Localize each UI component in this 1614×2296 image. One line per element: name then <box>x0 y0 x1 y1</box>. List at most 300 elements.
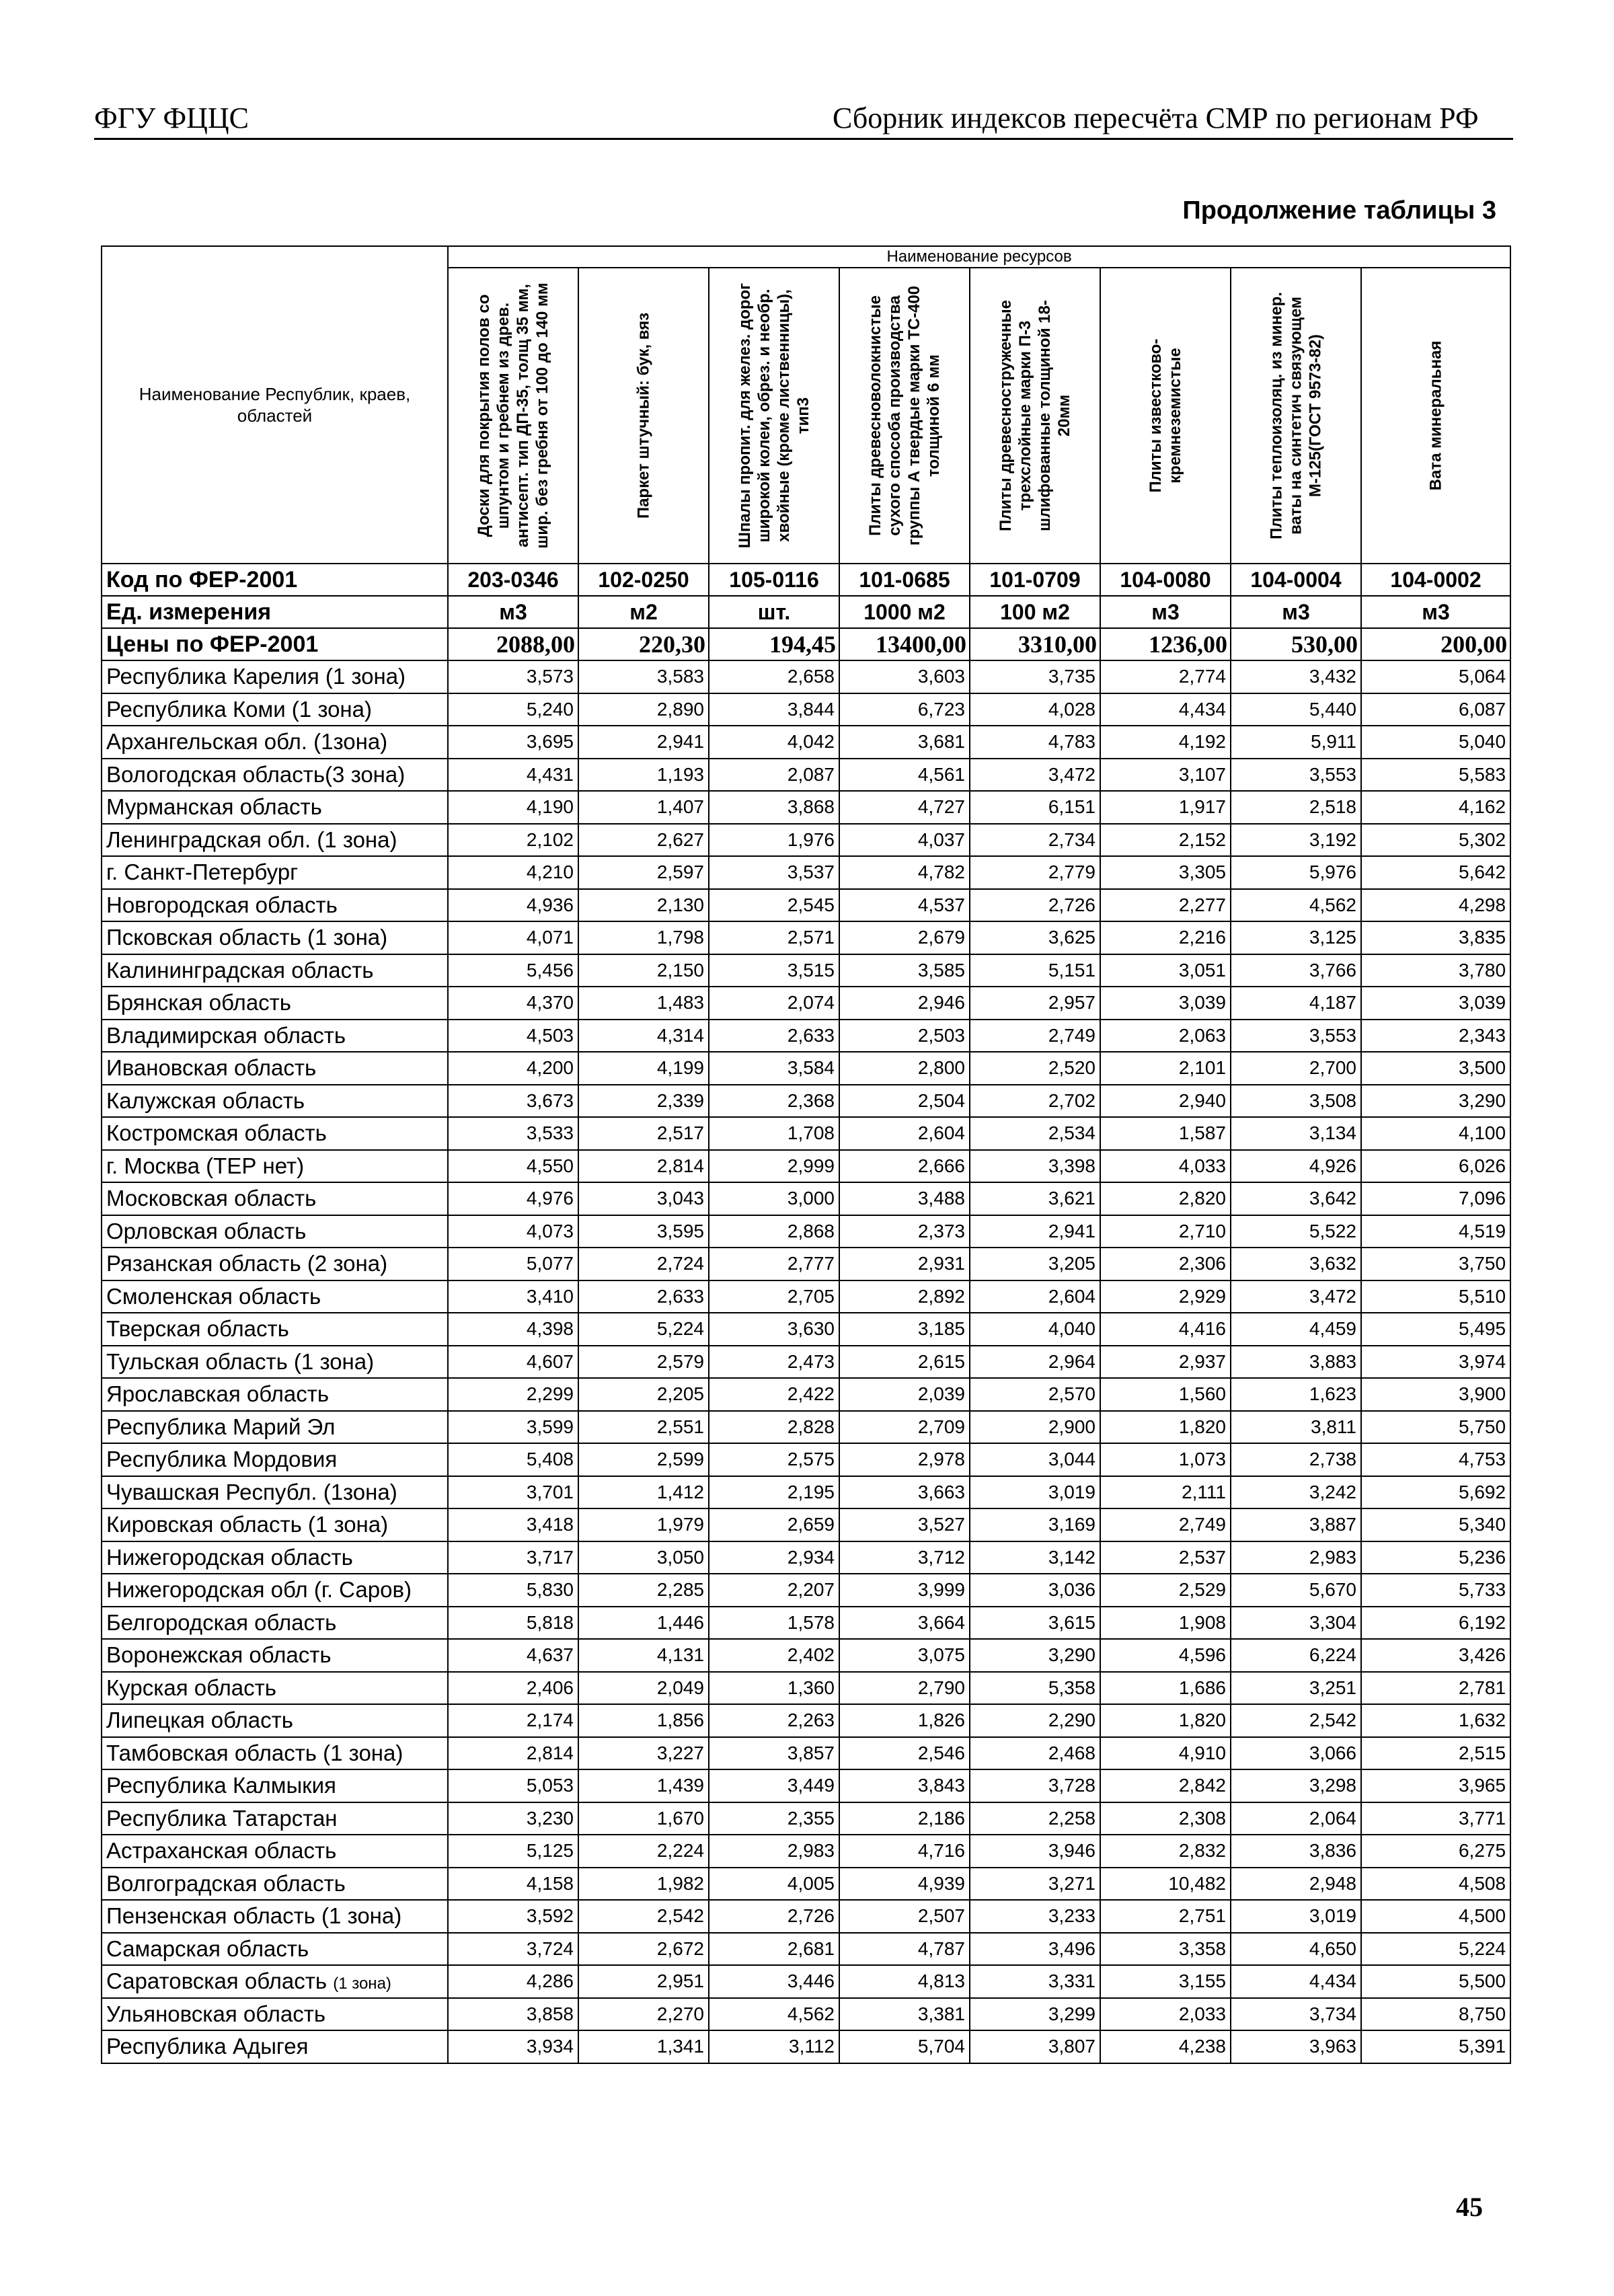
index-value: 2,672 <box>578 1933 709 1966</box>
price-value: 530,00 <box>1231 628 1361 660</box>
index-value: 3,735 <box>970 660 1100 693</box>
index-value: 3,112 <box>709 2030 839 2063</box>
table-row <box>102 1639 1510 1672</box>
index-value: 4,431 <box>448 759 578 792</box>
index-value: 4,926 <box>1231 1150 1361 1183</box>
index-value: 1,820 <box>1100 1704 1231 1737</box>
index-value: 2,627 <box>578 824 709 857</box>
index-value: 5,456 <box>448 954 578 987</box>
region-name-text: Калининградская область <box>106 957 374 983</box>
index-value: 3,965 <box>1361 1769 1510 1802</box>
index-value: 2,195 <box>709 1476 839 1509</box>
index-value: 3,155 <box>1100 1965 1231 1998</box>
index-value: 4,503 <box>448 1020 578 1053</box>
unit-label: Ед. измерения <box>102 596 448 628</box>
index-value: 3,472 <box>1231 1280 1361 1313</box>
region-name-text: Республика Мордовия <box>106 1447 338 1472</box>
region-name-text: Тверская область <box>106 1316 289 1342</box>
index-value: 2,983 <box>709 1835 839 1868</box>
region-name-text: г. Санкт-Петербург <box>106 859 299 885</box>
region-name-text: Псковская область (1 зона) <box>106 925 388 950</box>
index-value: 5,495 <box>1361 1313 1510 1346</box>
index-value: 4,434 <box>1100 693 1231 726</box>
region-name-text: Республика Коми (1 зона) <box>106 696 373 722</box>
unit-value: м3 <box>448 596 578 628</box>
index-value: 1,917 <box>1100 791 1231 824</box>
index-value: 5,077 <box>448 1248 578 1280</box>
region-name-text: Владимирская область <box>106 1022 346 1048</box>
index-value: 2,049 <box>578 1672 709 1705</box>
index-value: 1,483 <box>578 987 709 1020</box>
region-name-suffix: (1 зона) <box>333 1975 391 1993</box>
table-row <box>102 824 1510 857</box>
region-name <box>102 1378 448 1411</box>
index-value: 2,258 <box>970 1802 1100 1835</box>
unit-value: м3 <box>1361 596 1510 628</box>
index-value: 4,416 <box>1100 1313 1231 1346</box>
code-value: 102-0250 <box>578 564 709 596</box>
column-title: Плиты древесностружечные трехслойные марки П-3 шлифованные толщиной 18-20мм <box>997 300 1073 531</box>
index-value: 2,890 <box>578 693 709 726</box>
unit-row <box>102 596 1510 628</box>
index-value: 3,664 <box>839 1607 970 1640</box>
index-value: 2,205 <box>578 1378 709 1411</box>
index-value: 4,131 <box>578 1639 709 1672</box>
index-value: 3,934 <box>448 2030 578 2063</box>
index-value: 5,440 <box>1231 693 1361 726</box>
index-value: 3,592 <box>448 1900 578 1933</box>
index-value: 5,408 <box>448 1443 578 1476</box>
table-row <box>102 1215 1510 1248</box>
region-name-text: Астраханская область <box>106 1838 337 1864</box>
index-value: 4,637 <box>448 1639 578 1672</box>
index-value: 3,227 <box>578 1737 709 1770</box>
index-value: 3,527 <box>839 1508 970 1541</box>
column-title: Шпалы пропит. для желез. дорог широкой колеи, обрез. и необр. хвойные (кроме лиственницы), тип3 <box>736 282 812 549</box>
index-value: 5,358 <box>970 1672 1100 1705</box>
index-value: 2,738 <box>1231 1443 1361 1476</box>
index-value: 2,940 <box>1100 1085 1231 1118</box>
region-name <box>102 1215 448 1248</box>
table-row <box>102 1020 1510 1053</box>
index-value: 3,811 <box>1231 1411 1361 1444</box>
index-value: 3,844 <box>709 693 839 726</box>
table-row <box>102 1346 1510 1379</box>
index-value: 4,939 <box>839 1868 970 1901</box>
index-value: 3,019 <box>1231 1900 1361 1933</box>
index-value: 5,240 <box>448 693 578 726</box>
index-value: 3,642 <box>1231 1182 1361 1215</box>
region-name-text: Ульяновская область <box>106 2001 326 2026</box>
table-row <box>102 1998 1510 2031</box>
index-value: 2,779 <box>970 856 1100 889</box>
header-rule <box>94 138 1513 140</box>
region-name <box>102 1052 448 1085</box>
index-value: 5,692 <box>1361 1476 1510 1509</box>
index-value: 2,111 <box>1100 1476 1231 1509</box>
index-value: 2,308 <box>1100 1802 1231 1835</box>
index-value: 2,207 <box>709 1574 839 1607</box>
table-row <box>102 791 1510 824</box>
index-value: 2,422 <box>709 1378 839 1411</box>
index-value: 3,835 <box>1361 921 1510 954</box>
index-value: 3,192 <box>1231 824 1361 857</box>
index-value: 4,910 <box>1100 1737 1231 1770</box>
index-value: 2,406 <box>448 1672 578 1705</box>
region-name-text: Архангельская обл. (1зона) <box>106 729 388 755</box>
index-value: 3,734 <box>1231 1998 1361 2031</box>
table-body <box>102 564 1510 2063</box>
unit-value: 100 м2 <box>970 596 1100 628</box>
table-row <box>102 1868 1510 1901</box>
table-row <box>102 1150 1510 1183</box>
index-value: 4,005 <box>709 1868 839 1901</box>
index-value: 2,941 <box>578 726 709 759</box>
index-value: 1,908 <box>1100 1607 1231 1640</box>
index-value: 2,604 <box>970 1280 1100 1313</box>
region-name <box>102 1346 448 1379</box>
region-name <box>102 1835 448 1868</box>
index-value: 4,434 <box>1231 1965 1361 1998</box>
index-value: 5,500 <box>1361 1965 1510 1998</box>
region-name-text: Чувашская Республ. (1зона) <box>106 1479 397 1504</box>
index-value: 4,562 <box>709 1998 839 2031</box>
table-continuation-title: Продолжение таблицы 3 <box>1182 196 1496 225</box>
index-value: 3,843 <box>839 1769 970 1802</box>
index-value: 4,298 <box>1361 889 1510 922</box>
index-value: 5,040 <box>1361 726 1510 759</box>
index-value: 3,599 <box>448 1411 578 1444</box>
index-value: 2,033 <box>1100 1998 1231 2031</box>
index-value: 3,426 <box>1361 1639 1510 1672</box>
region-name-text: Республика Марий Эл <box>106 1414 336 1439</box>
index-value: 3,900 <box>1361 1378 1510 1411</box>
index-value: 2,781 <box>1361 1672 1510 1705</box>
index-value: 3,883 <box>1231 1346 1361 1379</box>
region-name <box>102 1280 448 1313</box>
index-value: 2,570 <box>970 1378 1100 1411</box>
index-value: 2,551 <box>578 1411 709 1444</box>
index-value: 5,830 <box>448 1574 578 1607</box>
index-value: 2,150 <box>578 954 709 987</box>
index-value: 4,314 <box>578 1020 709 1053</box>
column-title: Плиты известково-кремнеземистые <box>1147 338 1184 493</box>
index-value: 3,701 <box>448 1476 578 1509</box>
index-value: 4,187 <box>1231 987 1361 1020</box>
region-name <box>102 1868 448 1901</box>
code-value: 101-0685 <box>839 564 970 596</box>
region-name-text: г. Москва (ТЕР нет) <box>106 1153 305 1178</box>
index-value: 1,193 <box>578 759 709 792</box>
index-value: 4,073 <box>448 1215 578 1248</box>
index-value: 3,553 <box>1231 759 1361 792</box>
index-value: 3,418 <box>448 1508 578 1541</box>
region-name-text: Ивановская область <box>106 1055 317 1081</box>
price-value: 13400,00 <box>839 628 970 660</box>
index-value: 4,562 <box>1231 889 1361 922</box>
table-row <box>102 759 1510 792</box>
index-value: 3,750 <box>1361 1248 1510 1280</box>
index-value: 2,832 <box>1100 1835 1231 1868</box>
column-header-1 <box>448 268 578 564</box>
index-value: 4,787 <box>839 1933 970 1966</box>
index-value: 3,728 <box>970 1769 1100 1802</box>
index-value: 1,587 <box>1100 1117 1231 1150</box>
index-value: 2,263 <box>709 1704 839 1737</box>
index-value: 2,681 <box>709 1933 839 1966</box>
column-header-2 <box>578 268 709 564</box>
index-value: 3,515 <box>709 954 839 987</box>
index-value: 4,716 <box>839 1835 970 1868</box>
region-name <box>102 1607 448 1640</box>
region-name <box>102 921 448 954</box>
index-value: 2,948 <box>1231 1868 1361 1901</box>
table-row <box>102 921 1510 954</box>
index-value: 4,286 <box>448 1965 578 1998</box>
region-name-text: Мурманская область <box>106 794 322 820</box>
region-name-text: Республика Калмыкия <box>106 1773 336 1798</box>
index-value: 2,343 <box>1361 1020 1510 1053</box>
index-value: 2,929 <box>1100 1280 1231 1313</box>
index-value: 3,488 <box>839 1182 970 1215</box>
region-name <box>102 1085 448 1118</box>
index-value: 3,205 <box>970 1248 1100 1280</box>
index-value: 3,695 <box>448 726 578 759</box>
table-row <box>102 1052 1510 1085</box>
index-value: 2,734 <box>970 824 1100 857</box>
index-value: 5,510 <box>1361 1280 1510 1313</box>
region-name-text: Костромская область <box>106 1120 327 1146</box>
index-value: 5,224 <box>1361 1933 1510 1966</box>
table-row <box>102 1835 1510 1868</box>
region-name <box>102 824 448 857</box>
index-value: 3,573 <box>448 660 578 693</box>
region-name <box>102 987 448 1020</box>
index-value: 4,037 <box>839 824 970 857</box>
region-name <box>102 1900 448 1933</box>
index-value: 2,633 <box>578 1280 709 1313</box>
index-value: 2,892 <box>839 1280 970 1313</box>
index-value: 3,858 <box>448 1998 578 2031</box>
index-value: 7,096 <box>1361 1182 1510 1215</box>
index-value: 3,974 <box>1361 1346 1510 1379</box>
table-row <box>102 987 1510 1020</box>
region-name-text: Нижегородская обл (г. Саров) <box>106 1577 412 1603</box>
index-value: 5,583 <box>1361 759 1510 792</box>
index-value: 4,100 <box>1361 1117 1510 1150</box>
index-value: 1,439 <box>578 1769 709 1802</box>
index-value: 5,704 <box>839 2030 970 2063</box>
index-value: 2,518 <box>1231 791 1361 824</box>
index-value: 4,199 <box>578 1052 709 1085</box>
index-value: 2,063 <box>1100 1020 1231 1053</box>
table-row <box>102 1248 1510 1280</box>
region-name <box>102 2030 448 2063</box>
region-name <box>102 1672 448 1705</box>
index-value: 4,650 <box>1231 1933 1361 1966</box>
index-value: 3,583 <box>578 660 709 693</box>
index-value: 2,978 <box>839 1443 970 1476</box>
index-value: 2,299 <box>448 1378 578 1411</box>
index-value: 1,446 <box>578 1607 709 1640</box>
index-value: 4,459 <box>1231 1313 1361 1346</box>
region-name <box>102 759 448 792</box>
index-value: 3,271 <box>970 1868 1100 1901</box>
index-value: 2,373 <box>839 1215 970 1248</box>
index-value: 2,468 <box>970 1737 1100 1770</box>
index-value: 5,733 <box>1361 1574 1510 1607</box>
region-name-text: Республика Карелия (1 зона) <box>106 664 406 689</box>
index-value: 2,277 <box>1100 889 1231 922</box>
region-name-text: Ленинградская обл. (1 зона) <box>106 827 397 852</box>
column-header-7 <box>1231 268 1361 564</box>
index-value: 2,339 <box>578 1085 709 1118</box>
region-name <box>102 1248 448 1280</box>
region-name-text: Волгоградская область <box>106 1870 346 1896</box>
index-value: 4,190 <box>448 791 578 824</box>
index-value: 5,911 <box>1231 726 1361 759</box>
index-value: 3,724 <box>448 1933 578 1966</box>
region-name <box>102 1541 448 1574</box>
region-name-text: Калужская область <box>106 1087 305 1113</box>
index-value: 3,673 <box>448 1085 578 1118</box>
index-value: 3,230 <box>448 1802 578 1835</box>
index-value: 3,398 <box>970 1150 1100 1183</box>
index-value: 2,777 <box>709 1248 839 1280</box>
index-value: 2,633 <box>709 1020 839 1053</box>
index-value: 3,019 <box>970 1476 1100 1509</box>
region-name-text: Кировская область (1 зона) <box>106 1512 389 1537</box>
index-value: 3,771 <box>1361 1802 1510 1835</box>
index-value: 3,632 <box>1231 1248 1361 1280</box>
column-header-3 <box>709 268 839 564</box>
index-value: 3,298 <box>1231 1769 1361 1802</box>
index-value: 3,999 <box>839 1574 970 1607</box>
index-value: 3,603 <box>839 660 970 693</box>
index-value: 2,064 <box>1231 1802 1361 1835</box>
index-value: 4,033 <box>1100 1150 1231 1183</box>
code-row <box>102 564 1510 596</box>
table-row <box>102 1607 1510 1640</box>
index-value: 4,500 <box>1361 1900 1510 1933</box>
index-value: 3,584 <box>709 1052 839 1085</box>
index-value: 3,766 <box>1231 954 1361 987</box>
index-value: 2,751 <box>1100 1900 1231 1933</box>
region-name <box>102 1313 448 1346</box>
index-value: 1,073 <box>1100 1443 1231 1476</box>
table-row <box>102 856 1510 889</box>
index-value: 4,042 <box>709 726 839 759</box>
index-value: 5,670 <box>1231 1574 1361 1607</box>
region-name <box>102 1704 448 1737</box>
unit-value: м2 <box>578 596 709 628</box>
region-name-text: Саратовская область <box>106 1968 328 1994</box>
index-value: 5,224 <box>578 1313 709 1346</box>
index-value: 4,936 <box>448 889 578 922</box>
index-value: 2,957 <box>970 987 1100 1020</box>
code-value: 104-0004 <box>1231 564 1361 596</box>
index-value: 2,705 <box>709 1280 839 1313</box>
index-value: 3,050 <box>578 1541 709 1574</box>
index-value: 2,679 <box>839 921 970 954</box>
index-value: 3,304 <box>1231 1607 1361 1640</box>
table-row <box>102 1443 1510 1476</box>
region-name <box>102 1802 448 1835</box>
index-value: 2,545 <box>709 889 839 922</box>
region-name <box>102 954 448 987</box>
region-name-text: Смоленская область <box>106 1283 321 1309</box>
code-value: 104-0080 <box>1100 564 1231 596</box>
index-value: 4,596 <box>1100 1639 1231 1672</box>
region-name-text: Ярославская область <box>106 1381 330 1407</box>
column-title: Доски для покрытия полов со шпунтом и гребнем из древ. антисепт. тип ДП-35, толщ 35 мм, шир. без гребня от 100 до 140 мм <box>475 282 551 549</box>
index-value: 3,663 <box>839 1476 970 1509</box>
index-value: 3,595 <box>578 1215 709 1248</box>
index-value: 2,473 <box>709 1346 839 1379</box>
price-value: 194,45 <box>709 628 839 660</box>
index-value: 4,210 <box>448 856 578 889</box>
table-row <box>102 1574 1510 1607</box>
table-row <box>102 1117 1510 1150</box>
index-value: 3,615 <box>970 1607 1100 1640</box>
unit-value: м3 <box>1100 596 1231 628</box>
index-value: 2,174 <box>448 1704 578 1737</box>
index-value: 3,358 <box>1100 1933 1231 1966</box>
index-value: 2,546 <box>839 1737 970 1770</box>
table-row <box>102 1769 1510 1802</box>
index-value: 3,807 <box>970 2030 1100 2063</box>
index-value: 10,482 <box>1100 1868 1231 1901</box>
index-value: 2,700 <box>1231 1052 1361 1085</box>
region-name-text: Брянская область <box>106 990 291 1016</box>
index-value: 2,983 <box>1231 1541 1361 1574</box>
region-name <box>102 1476 448 1509</box>
index-value: 1,798 <box>578 921 709 954</box>
index-value: 2,368 <box>709 1085 839 1118</box>
index-value: 3,169 <box>970 1508 1100 1541</box>
index-value: 4,162 <box>1361 791 1510 824</box>
index-value: 8,750 <box>1361 1998 1510 2031</box>
index-value: 1,982 <box>578 1868 709 1901</box>
index-value: 2,529 <box>1100 1574 1231 1607</box>
index-value: 3,432 <box>1231 660 1361 693</box>
unit-value: м3 <box>1231 596 1361 628</box>
index-value: 4,550 <box>448 1150 578 1183</box>
index-value: 2,087 <box>709 759 839 792</box>
region-name-text: Самарская область <box>106 1936 309 1961</box>
region-name <box>102 693 448 726</box>
index-value: 4,783 <box>970 726 1100 759</box>
index-value: 1,670 <box>578 1802 709 1835</box>
region-name <box>102 1574 448 1607</box>
index-value: 3,290 <box>1361 1085 1510 1118</box>
index-value: 2,101 <box>1100 1052 1231 1085</box>
table-row <box>102 1182 1510 1215</box>
index-value: 2,814 <box>578 1150 709 1183</box>
index-value: 5,151 <box>970 954 1100 987</box>
index-value: 2,666 <box>839 1150 970 1183</box>
index-value: 1,341 <box>578 2030 709 2063</box>
region-name-text: Тамбовская область (1 зона) <box>106 1740 404 1765</box>
price-value: 200,00 <box>1361 628 1510 660</box>
region-name-text: Орловская область <box>106 1218 307 1243</box>
index-value: 4,398 <box>448 1313 578 1346</box>
index-value: 3,039 <box>1100 987 1231 1020</box>
index-value: 2,814 <box>448 1737 578 1770</box>
index-value: 4,561 <box>839 759 970 792</box>
index-value: 2,152 <box>1100 824 1231 857</box>
index-value: 6,026 <box>1361 1150 1510 1183</box>
